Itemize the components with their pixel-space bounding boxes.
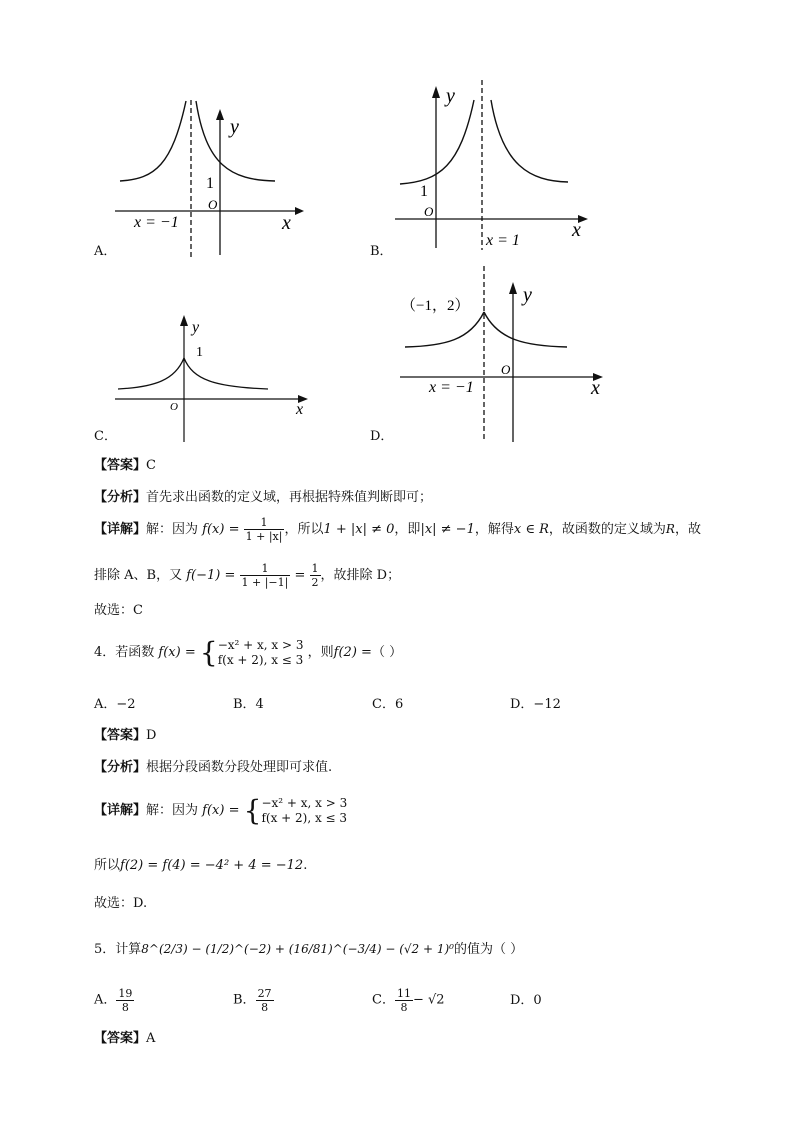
x-label: x bbox=[591, 377, 600, 399]
case-1: −x² + x, x > 3 bbox=[217, 638, 304, 652]
y-label: y bbox=[446, 85, 455, 107]
numerator: 1 bbox=[240, 562, 291, 576]
asymptote-label: x = 1 bbox=[486, 232, 520, 249]
graph-d bbox=[395, 262, 610, 444]
detail-text: 所以 bbox=[94, 858, 121, 873]
fraction bbox=[310, 562, 321, 589]
detail-tag: 【详解】 bbox=[94, 522, 147, 537]
q4-option-d: D．−12 bbox=[510, 697, 561, 712]
denominator: 2 bbox=[311, 576, 319, 589]
y-label: y bbox=[230, 116, 239, 138]
math-expr: x ∈ R bbox=[513, 522, 549, 537]
math-expr: R bbox=[665, 522, 675, 536]
asymptote-label: x = −1 bbox=[134, 214, 179, 231]
detail-text: 解：因为 bbox=[146, 522, 199, 537]
x-axis-arrow bbox=[295, 207, 304, 215]
option-letter-c: C． bbox=[94, 429, 117, 444]
q3-detail-line2 bbox=[94, 562, 400, 589]
q4-detail bbox=[94, 796, 347, 826]
curve-left bbox=[120, 101, 186, 181]
math-expr: 8^(2/3) − (1/2)^(−2) + (16/81)^(−3/4) − (√2 + 1)⁰ bbox=[141, 942, 454, 956]
graph-c bbox=[110, 310, 315, 445]
fraction bbox=[116, 987, 134, 1014]
analysis-tag: 【分析】 bbox=[94, 490, 147, 505]
fraction bbox=[256, 987, 274, 1014]
stem-text: ，则 bbox=[307, 645, 334, 660]
stem-text: （ ） bbox=[371, 645, 403, 660]
answer-value: C bbox=[146, 458, 156, 473]
detail-text: ，解得 bbox=[474, 522, 514, 537]
q4-stem bbox=[94, 638, 402, 668]
one-label: 1 bbox=[196, 345, 203, 360]
option-letter: C． bbox=[372, 992, 395, 1008]
numerator: 1 bbox=[311, 562, 319, 575]
stem-text: 5．计算 bbox=[94, 942, 142, 957]
numerator: 11 bbox=[396, 987, 411, 1000]
x-label: x bbox=[296, 401, 304, 418]
q4-option-c: C．6 bbox=[372, 697, 404, 712]
curve-left bbox=[118, 358, 184, 389]
detail-text: ，故排除 D； bbox=[320, 568, 401, 583]
point-label: （−1，2） bbox=[401, 298, 470, 314]
curve-right bbox=[484, 312, 567, 347]
graph-a bbox=[100, 95, 310, 260]
brace: { bbox=[199, 636, 218, 669]
curve-right bbox=[491, 100, 568, 182]
case-2: f(x + 2), x ≤ 3 bbox=[261, 811, 348, 825]
y-label: y bbox=[523, 284, 532, 306]
origin-label: O bbox=[424, 204, 434, 219]
q5-option-d: D．0 bbox=[510, 993, 542, 1008]
detail-text: 排除 A、B，又 bbox=[94, 568, 183, 583]
q5-answer bbox=[94, 1030, 155, 1048]
curve-left bbox=[400, 100, 474, 184]
q3-answer bbox=[94, 457, 156, 475]
curve-right bbox=[196, 101, 275, 181]
option-letter: B． bbox=[233, 992, 256, 1008]
origin-label: O bbox=[208, 197, 218, 212]
numerator: 19 bbox=[118, 987, 133, 1000]
stem-text: 的值为（ ） bbox=[453, 942, 524, 957]
fraction bbox=[244, 516, 285, 543]
denominator: 1 + |−1| bbox=[241, 576, 289, 589]
one-label: 1 bbox=[420, 183, 428, 200]
stem-text: 4．若函数 bbox=[94, 645, 155, 660]
denominator: 8 bbox=[261, 1001, 269, 1014]
q4-option-a: A．−2 bbox=[94, 697, 136, 712]
option-letter-b: B． bbox=[370, 244, 393, 259]
y-axis-arrow bbox=[509, 282, 517, 294]
q5-option-b bbox=[233, 987, 274, 1014]
answer-tag: 【答案】 bbox=[94, 458, 147, 473]
analysis-text: 首先求出函数的定义域，再根据特殊值判断即可； bbox=[146, 490, 433, 505]
graph-c-svg bbox=[110, 310, 315, 445]
option-letter-d: D． bbox=[370, 429, 394, 444]
math-f: f(x) = bbox=[202, 522, 240, 537]
curve-right bbox=[184, 358, 268, 389]
brace: { bbox=[243, 794, 262, 827]
detail-text: ，故函数的定义域为 bbox=[548, 522, 666, 537]
graph-a-svg bbox=[100, 95, 310, 260]
one-label: 1 bbox=[206, 175, 214, 192]
y-axis-arrow bbox=[180, 315, 188, 326]
numerator: 27 bbox=[257, 987, 272, 1000]
math-expr: f(2) = bbox=[333, 645, 372, 660]
origin-label: O bbox=[501, 362, 511, 377]
analysis-tag: 【分析】 bbox=[94, 760, 147, 775]
detail-text: ，故 bbox=[674, 522, 701, 537]
x-label: x bbox=[572, 219, 581, 241]
y-axis-arrow bbox=[216, 109, 224, 120]
case-1: −x² + x, x > 3 bbox=[261, 796, 348, 810]
answer-value: D bbox=[146, 728, 157, 743]
piecewise-cases bbox=[218, 638, 304, 668]
curve-left bbox=[405, 312, 484, 347]
denominator: 8 bbox=[400, 1001, 408, 1014]
origin-label: O bbox=[170, 401, 178, 413]
case-2: f(x + 2), x ≤ 3 bbox=[217, 653, 304, 667]
detail-text: 解：因为 bbox=[146, 803, 199, 818]
math-f: f(−1) = bbox=[186, 568, 236, 583]
q3-conclusion: 故选：C bbox=[94, 603, 143, 618]
detail-text: ，所以 bbox=[284, 522, 324, 537]
equals: = bbox=[294, 568, 306, 583]
q3-analysis bbox=[94, 489, 432, 507]
piecewise-cases bbox=[261, 796, 347, 826]
q3-detail-line1 bbox=[94, 516, 701, 543]
numerator: 1 bbox=[244, 516, 285, 530]
math-f: f(x) = bbox=[158, 645, 196, 660]
math-expr: 1 + |x| ≠ 0 bbox=[323, 522, 395, 537]
y-axis-arrow bbox=[432, 86, 440, 98]
q4-detail-line2 bbox=[94, 857, 307, 875]
analysis-text: 根据分段函数分段处理即可求值. bbox=[146, 760, 333, 775]
fraction bbox=[240, 562, 291, 589]
graph-b bbox=[390, 78, 600, 253]
detail-text: . bbox=[303, 858, 308, 873]
asymptote-label: x = −1 bbox=[429, 379, 474, 396]
q5-stem bbox=[94, 940, 523, 959]
math-expr: f(2) = f(4) = −4² + 4 = −12 bbox=[120, 858, 304, 873]
q5-option-c bbox=[372, 987, 445, 1014]
denominator: 8 bbox=[121, 1001, 129, 1014]
detail-text: ，即 bbox=[394, 522, 421, 537]
math-expr: |x| ≠ −1 bbox=[420, 522, 475, 537]
graph-b-svg bbox=[390, 78, 600, 253]
detail-tag: 【详解】 bbox=[94, 803, 147, 818]
q4-option-b: B．4 bbox=[233, 697, 264, 712]
q4-analysis bbox=[94, 759, 332, 777]
math-f: f(x) = bbox=[202, 803, 240, 818]
x-label: x bbox=[282, 212, 291, 234]
q4-answer bbox=[94, 727, 156, 745]
q4-conclusion: 故选：D. bbox=[94, 896, 148, 911]
denominator: 1 + |x| bbox=[245, 530, 283, 543]
answer-tag: 【答案】 bbox=[94, 1031, 147, 1046]
graph-d-svg bbox=[395, 262, 610, 444]
option-letter: A． bbox=[94, 992, 117, 1008]
q5-option-a bbox=[94, 987, 134, 1014]
answer-value: A bbox=[146, 1031, 156, 1046]
option-letter-a: A． bbox=[94, 244, 117, 259]
option-tail: − √2 bbox=[412, 992, 445, 1008]
fraction bbox=[395, 987, 413, 1014]
answer-tag: 【答案】 bbox=[94, 728, 147, 743]
y-label: y bbox=[192, 319, 200, 336]
